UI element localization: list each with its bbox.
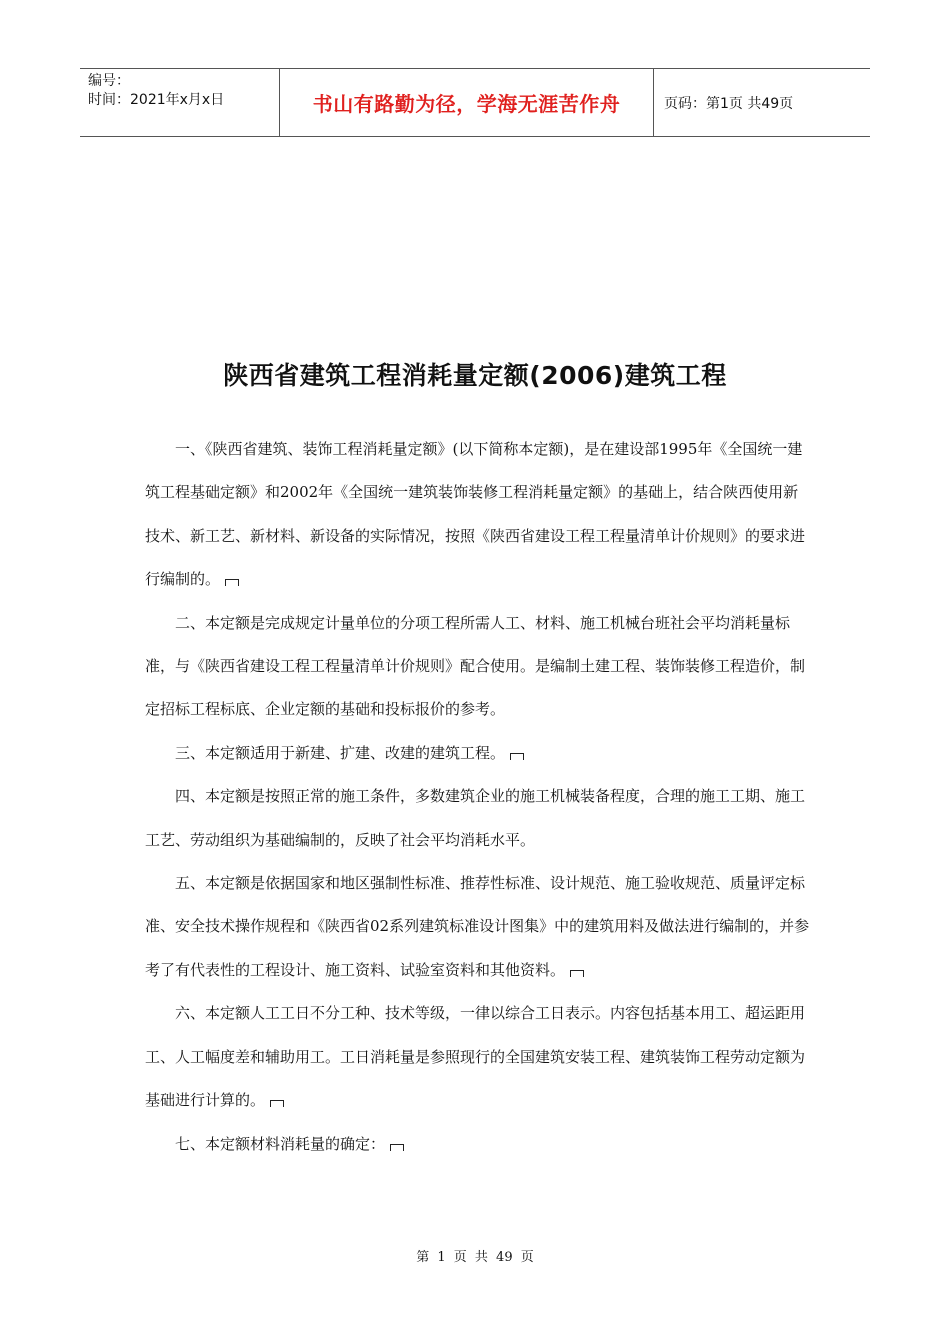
paragraph-mark-icon [390,1144,404,1151]
paragraph-3 [145,732,810,775]
document-header [80,68,870,137]
paragraph-mark-icon [270,1100,284,1107]
header-page-info: 页码：第1页 共49页 [664,95,794,112]
paragraph-4 [145,775,810,862]
paragraph-mark-icon [225,579,239,586]
paragraph-text: 二、本定额是完成规定计量单位的分项工程所需人工、材料、施工机械台班社会平均消耗量标准，与《陕西省建设工程工程量清单计价规则》配合使用。是编制土建工程、装饰装修工程造价，制定招标工程标底、企业定额的基础和投标报价的参考。 [145,613,806,719]
paragraph-text: 四、本定额是按照正常的施工条件，多数建筑企业的施工机械装备程度，合理的施工工期、施工工艺、劳动组织为基础编制的，反映了社会平均消耗水平。 [145,787,806,849]
header-number-label: 编号： [88,73,130,89]
header-meta-cell [80,69,280,136]
paragraph-6 [145,992,810,1122]
paragraph-text: 一、《陕西省建筑、装饰工程消耗量定额》(以下简称本定额)，是在建设部1995年《全国统一建筑工程基础定额》和2002年《全国统一建筑装饰装修工程消耗量定额》的基础上，结合陕西使用新技术、新工艺、新材料、新设备的实际情况，按照《陕西省建设工程工程量清单计价规则》的要求进行编制的。 [145,440,806,589]
page-footer: 第 1 页 共 49 页 [416,1250,534,1265]
paragraph-5 [145,862,810,992]
paragraph-7 [145,1123,810,1166]
paragraph-mark-icon [570,970,584,977]
paragraph-2 [145,602,810,732]
paragraph-text: 三、本定额适用于新建、扩建、改建的建筑工程。 [175,743,506,762]
paragraph-mark-icon [510,753,524,760]
paragraph-text: 六、本定额人工工日不分工种、技术等级，一律以综合工日表示。内容包括基本用工、超运距用工、人工幅度差和辅助用工。工日消耗量是参照现行的全国建筑安装工程、建筑装饰工程劳动定额为基础进行计算的。 [145,1004,806,1110]
document-title: 陕西省建筑工程消耗量定额(2006)建筑工程 [223,361,727,390]
header-time-label: 时间：2021年x月x日 [88,92,225,108]
paragraph-text: 七、本定额材料消耗量的确定： [175,1134,386,1153]
header-motto: 书山有路勤为径，学海无涯苦作舟 [280,69,654,136]
document-body [145,428,810,1166]
paragraph-1 [145,428,810,602]
paragraph-text: 五、本定额是依据国家和地区强制性标准、推荐性标准、设计规范、施工验收规范、质量评定标准、安全技术操作规程和《陕西省02系列建筑标准设计图集》中的建筑用料及做法进行编制的，并参考了有代表性的工程设计、施工资料、试验室资料和其他资料。 [145,874,810,979]
